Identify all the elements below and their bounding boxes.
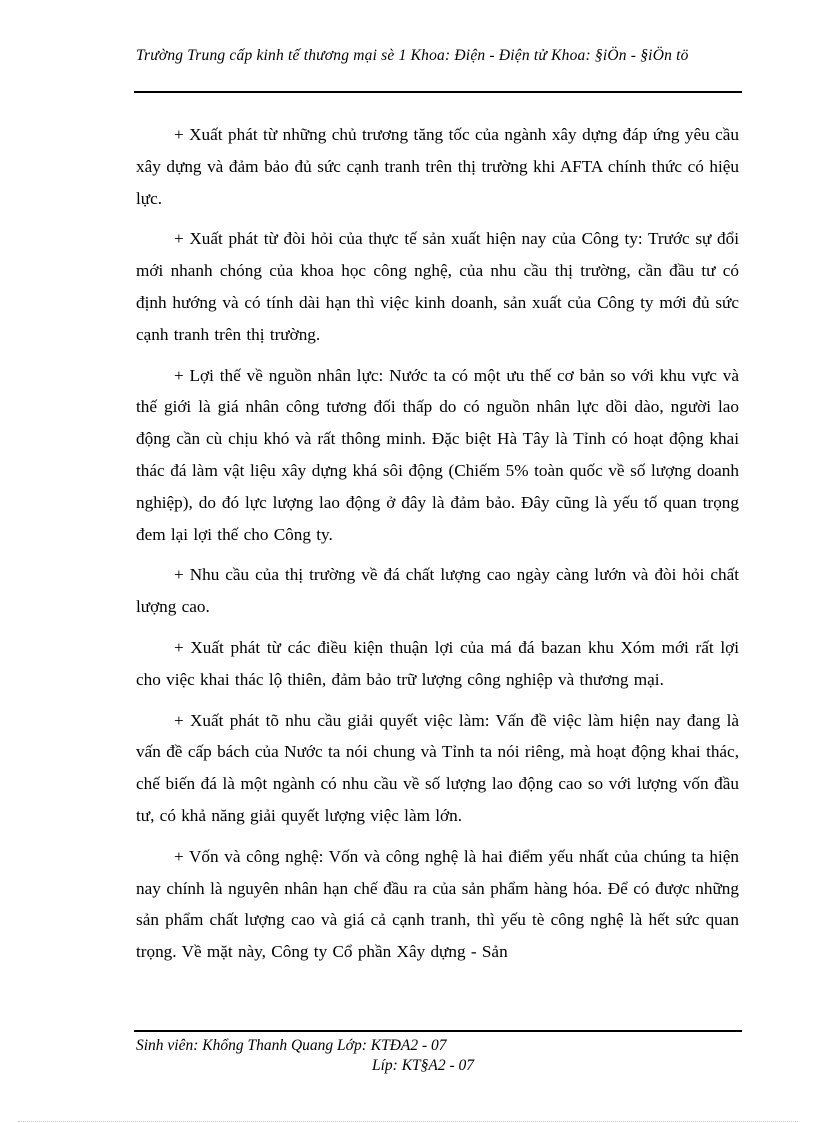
header-divider [134, 91, 742, 93]
page-header: Trường Trung cấp kinh tế thương mại sè 1 Khoa: Điện - Điện tử Khoa: §iÖn - §iÖn tö [136, 47, 689, 64]
paragraph: + Lợi thế về nguồn nhân lực: Nước ta có một ưu thế cơ bản so với khu vực và thế giới là giá nhân công tương đối thấp do có nguồn nhân lực dồi dào, người lao động cần cù chịu khó và rất thông minh. Đặc biệt Hà Tây là Tỉnh có hoạt động khai thác đá làm vật liệu xây dựng khá sôi động (Chiếm 5% toàn quốc về số lượng doanh nghiệp), do đó lực lượng lao động ở đây là đảm bảo. Đây cũng là yếu tố quan trọng đem lại lợi thế cho Công ty. [136, 365, 739, 544]
document-body [136, 119, 739, 977]
paragraph: + Nhu cầu của thị trường về đá chất lượng cao ngày càng lướn và đòi hỏi chất lượng cao. [136, 565, 739, 617]
paragraph: + Xuất phát tõ nhu cầu giải quyết việc làm: Vấn đề việc làm hiện nay đang là vấn đề cấp bách của Nước ta nói chung và Tỉnh ta nói riêng, mà hoạt động khai thác, chế biến đá là một ngành có nhu cầu về số lượng lao động cao so với lượng vốn đầu tư, có khả năng giải quyết lượng việc làm lớn. [136, 710, 739, 825]
footer-divider [134, 1030, 742, 1032]
paragraph: + Xuất phát từ đòi hỏi của thực tế sản xuất hiện nay của Công ty: Trước sự đổi mới nhanh chóng của khoa học công nghệ, của nhu cầu thị trường, cần đầu tư có định hướng và có tính dài hạn thì việc kinh doanh, sản xuất của Công ty mới đủ sức cạnh tranh trên thị trường. [136, 229, 739, 344]
footer-student-line: Sinh viên: Khổng Thanh Quang Lớp: KTĐA2 - 07 [136, 1037, 447, 1054]
paragraph: + Vốn và công nghệ: Vốn và công nghệ là hai điểm yếu nhất của chúng ta hiện nay chính là nguyên nhân hạn chế đầu ra của sản phẩm hàng hóa. Để có được những sản phẩm chất lượng cao và giá cả cạnh tranh, thì yếu tè công nghệ là hết sức quan trọng. Về mặt này, Công ty Cổ phần Xây dựng - Sản [136, 846, 739, 962]
paragraph: + Xuất phát từ các điều kiện thuận lợi của má đá bazan khu Xóm mới rất lợi cho việc khai thác lộ thiên, đảm bảo trữ lượng công nghiệp và thương mại. [136, 637, 739, 689]
page-bottom-edge [18, 1121, 798, 1122]
footer-class-line: Líp: KT§A2 - 07 [372, 1057, 475, 1074]
paragraph: + Xuất phát từ những chủ trương tăng tốc của ngành xây dựng đáp ứng yêu cầu xây dựng và đảm bảo đủ sức cạnh tranh trên thị trường khi AFTA chính thức có hiệu lực. [136, 125, 739, 208]
